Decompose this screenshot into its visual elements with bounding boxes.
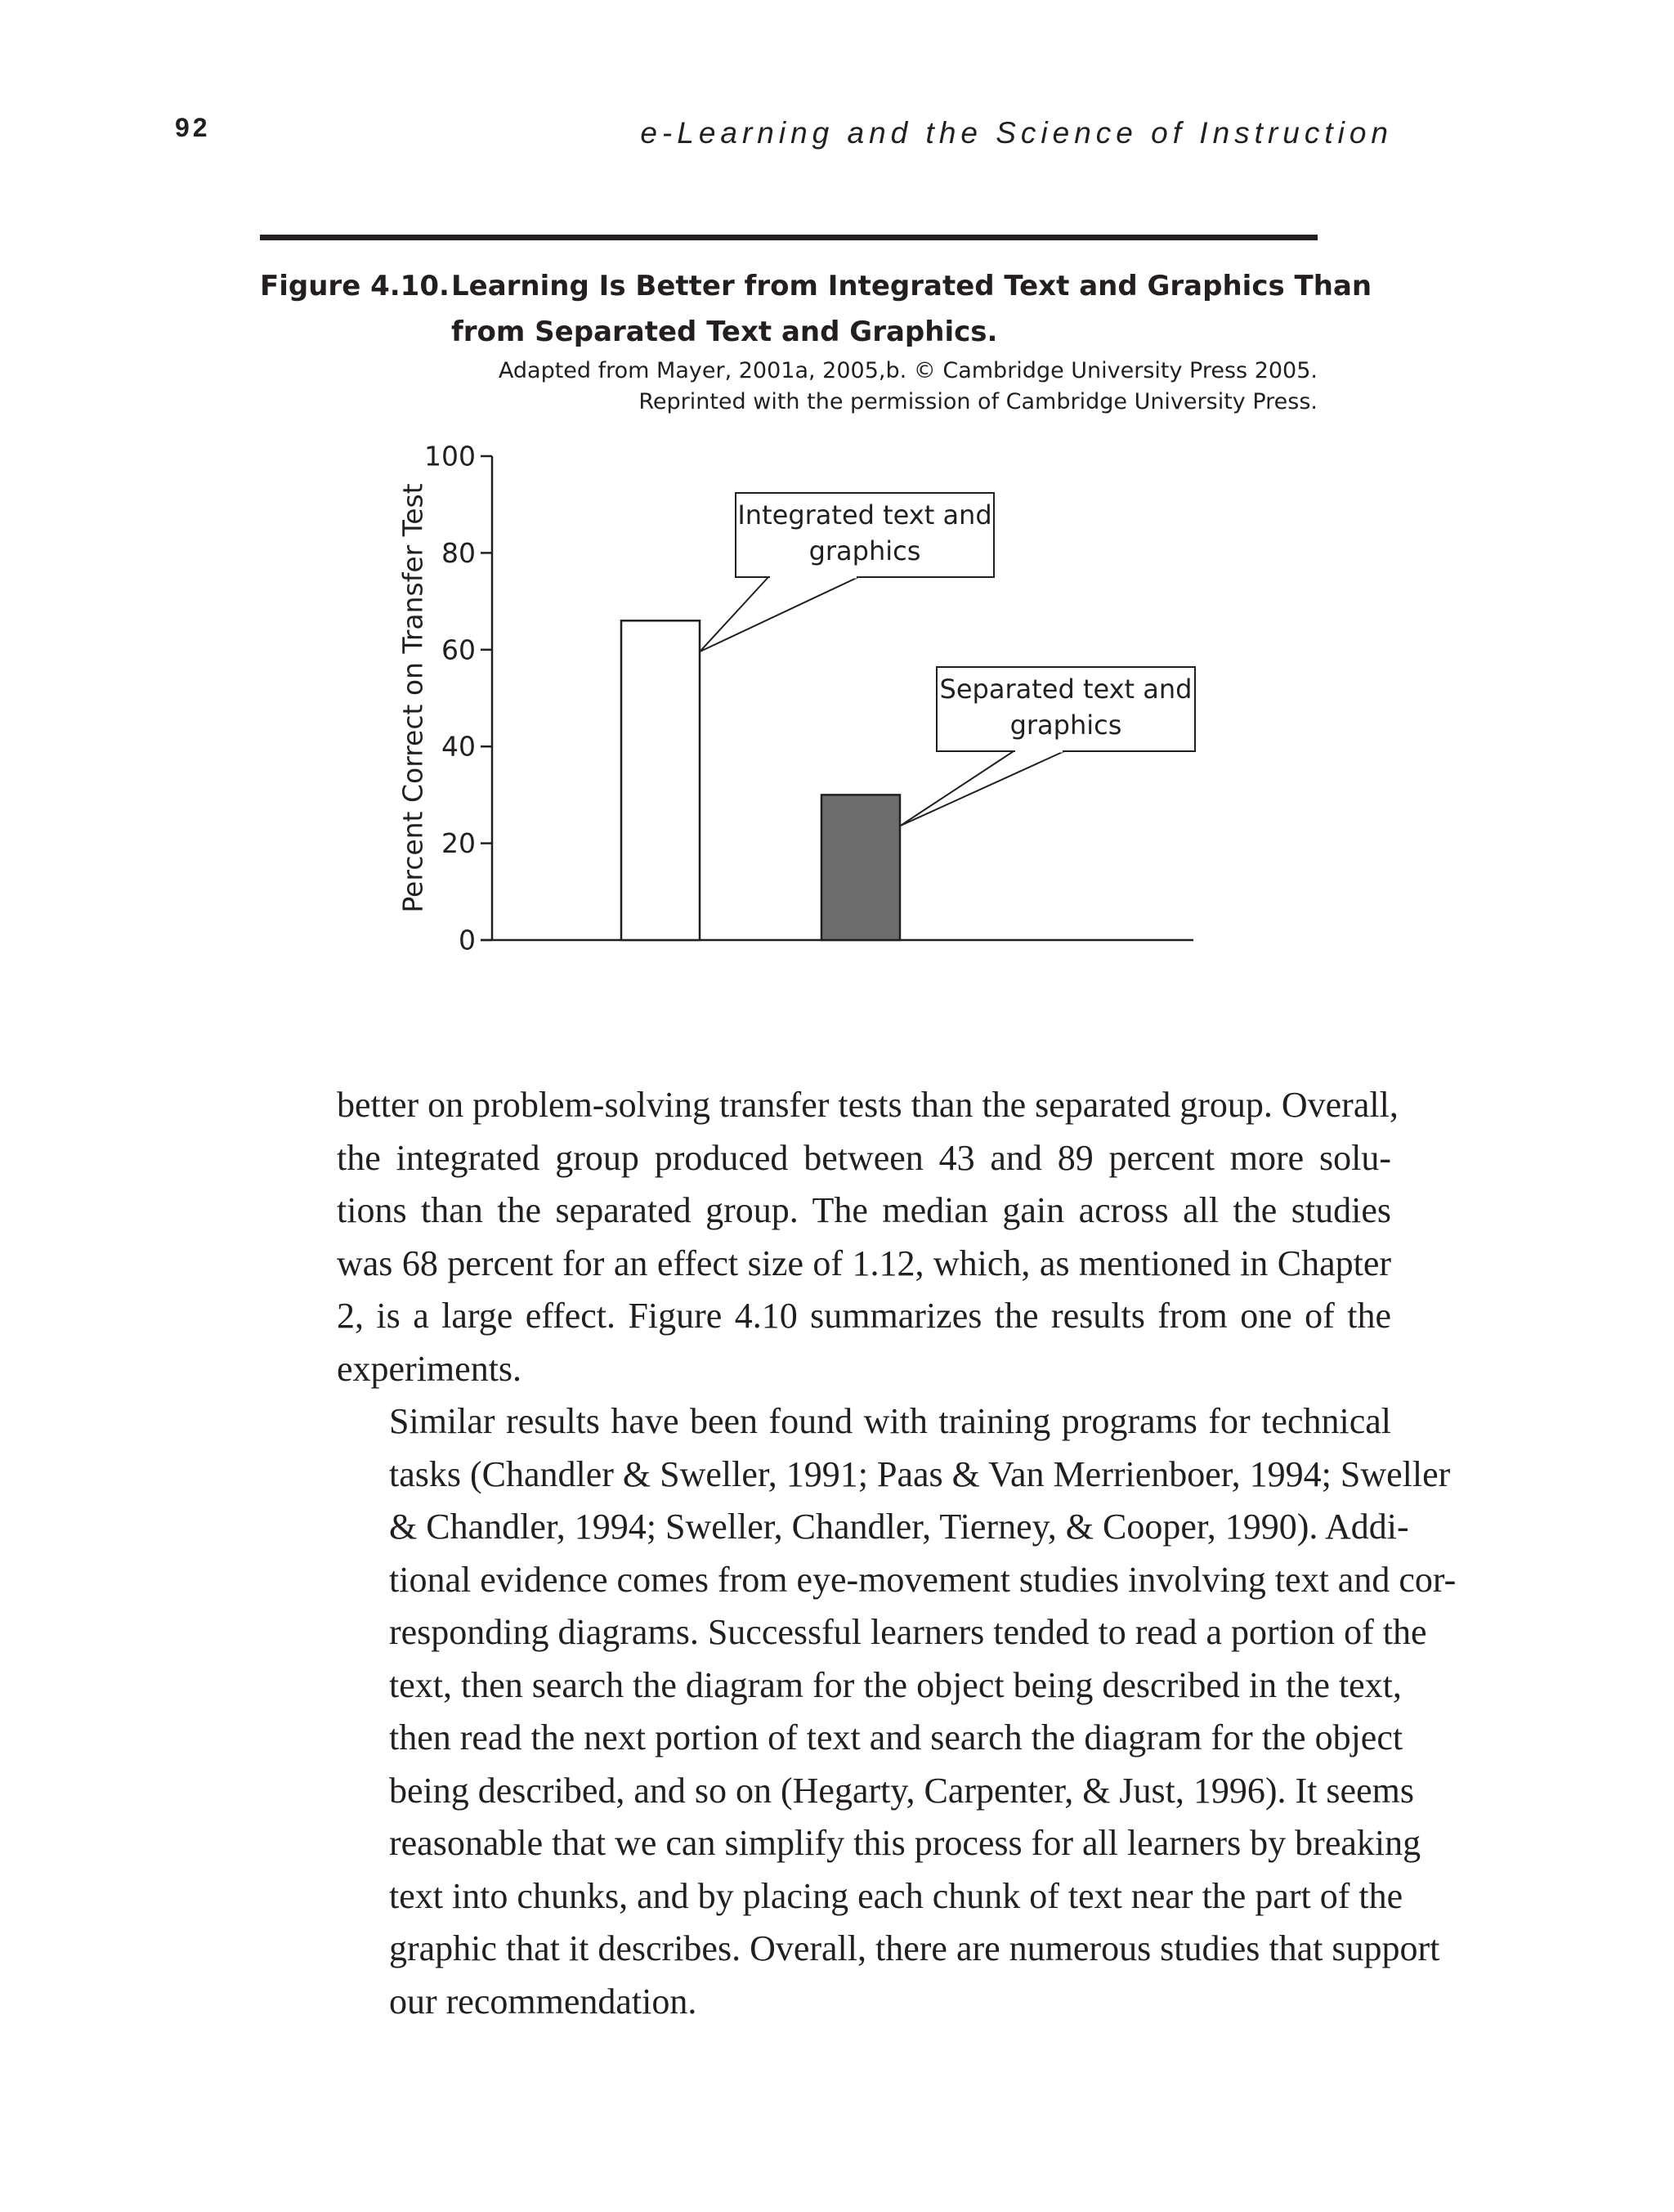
callouts bbox=[700, 493, 1195, 826]
callout-pointer bbox=[700, 577, 858, 652]
text-line: better on problem-solving transfer tests than the separated group. Overall, bbox=[337, 1085, 1399, 1125]
paragraph-2 bbox=[337, 1395, 1457, 2028]
callout-separated bbox=[900, 667, 1195, 826]
y-tick-label: 40 bbox=[441, 730, 476, 763]
text-line: then read the next portion of text and search the diagram for the object bbox=[389, 1717, 1403, 1758]
bar-separated bbox=[821, 795, 900, 940]
callout-integrated bbox=[700, 493, 994, 652]
text-line: reasonable that we can simplify this process for all learners by breaking bbox=[389, 1823, 1421, 1863]
text-line: tions than the separated group. The median gain across all the studies bbox=[337, 1190, 1391, 1230]
callout-label-line-2: graphics bbox=[808, 535, 921, 566]
text-line: 2, is a large effect. Figure 4.10 summarizes the results from one of the bbox=[337, 1296, 1391, 1336]
bar-integrated bbox=[621, 620, 700, 940]
figure-credit-line-1: Adapted from Mayer, 2001a, 2005,b. © Cambridge University Press 2005. bbox=[498, 358, 1318, 383]
text-line: graphic that it describes. Overall, there are numerous studies that support bbox=[389, 1928, 1440, 1968]
figure-credit-line-2: Reprinted with the permission of Cambridge University Press. bbox=[638, 389, 1318, 414]
text-line: was 68 percent for an effect size of 1.12, which, as mentioned in Chapter bbox=[337, 1243, 1391, 1283]
y-ticks bbox=[424, 441, 492, 956]
callout-label-line-1: Integrated text and bbox=[737, 499, 992, 531]
running-head: e-Learning and the Science of Instruction bbox=[640, 116, 1393, 150]
bar-chart bbox=[0, 0, 1674, 1014]
text-line: & Chandler, 1994; Sweller, Chandler, Tierney, & Cooper, 1990). Addi- bbox=[389, 1507, 1409, 1547]
figure-title-line-2: from Separated Text and Graphics. bbox=[451, 316, 998, 348]
text-line: tional evidence comes from eye-movement studies involving text and cor- bbox=[389, 1559, 1457, 1600]
text-line: responding diagrams. Successful learners tended to read a portion of the bbox=[389, 1612, 1427, 1652]
text-line: text into chunks, and by placing each chunk of text near the part of the bbox=[389, 1875, 1403, 1916]
y-tick-label: 20 bbox=[441, 827, 476, 860]
paragraph-1 bbox=[337, 1079, 1399, 1395]
callout-label-line-1: Separated text and bbox=[939, 674, 1193, 705]
page-number: 92 bbox=[175, 113, 211, 142]
bars bbox=[621, 620, 900, 940]
text-line: text, then search the diagram for the object being described in the text, bbox=[389, 1664, 1402, 1705]
y-tick-label: 0 bbox=[459, 924, 476, 956]
y-axis-label: Percent Correct on Transfer Test bbox=[396, 483, 429, 913]
y-tick-label: 80 bbox=[441, 536, 476, 569]
figure-number: Figure 4.10. bbox=[260, 270, 450, 302]
text-line: our recommendation. bbox=[389, 1981, 697, 2022]
text-line: tasks (Chandler & Sweller, 1991; Paas & Van Merrienboer, 1994; Sweller bbox=[389, 1453, 1451, 1494]
callout-pointer bbox=[900, 751, 1064, 826]
text-line: experiments. bbox=[337, 1348, 522, 1389]
body-text bbox=[337, 1079, 1457, 2028]
figure-title-line-1: Learning Is Better from Integrated Text and Graphics Than bbox=[451, 270, 1372, 302]
y-tick-label: 60 bbox=[441, 634, 476, 666]
text-line: the integrated group produced between 43 and 89 percent more solu- bbox=[337, 1137, 1391, 1178]
text-line: being described, and so on (Hegarty, Carpenter, & Just, 1996). It seems bbox=[389, 1770, 1414, 1811]
y-tick-label: 100 bbox=[424, 440, 476, 472]
text-line: Similar results have been found with training programs for technical bbox=[389, 1401, 1391, 1441]
callout-label-line-2: graphics bbox=[1009, 710, 1122, 741]
